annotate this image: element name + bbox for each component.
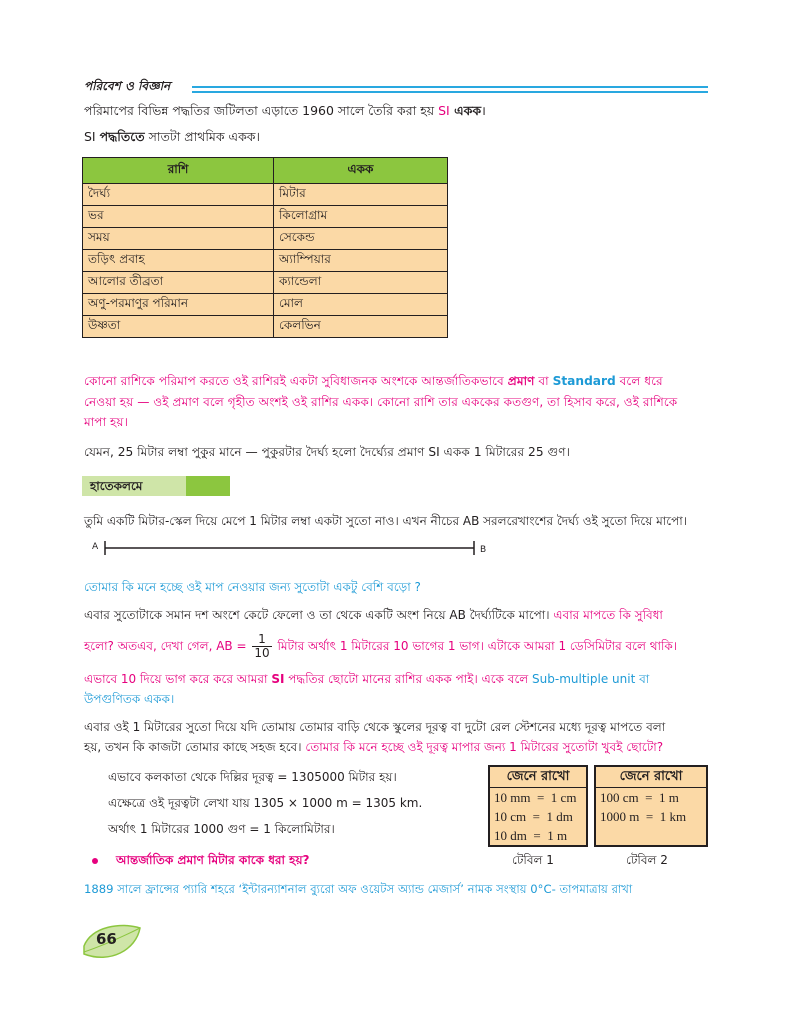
p1-text: এবার সুতোটাকে সমান দশ অংশে কেটে ফেলো ও তা থেকে একটি অংশ নিয়ে AB দৈর্ঘ্যটিকে মাপো। [84, 608, 554, 622]
table-row [83, 206, 448, 228]
p1-ab-eq: অতএব, দেখা গেল, AB = [113, 639, 251, 653]
p2-ba: বা [635, 672, 650, 686]
header-unit: একক [274, 158, 448, 184]
intro-line-1 [84, 102, 486, 120]
know-box-row: 10 cm = 1 dm [494, 809, 573, 824]
calc-line-1: এভাবে কলকাতা থেকে দিল্লির দূরত্ব = 1305000 মিটার হয়। [108, 770, 397, 784]
know-box-row: 1000 m = 1 km [600, 809, 687, 824]
bullet-icon [92, 858, 98, 864]
cell-unit: সেকেন্ড [274, 228, 448, 250]
know-box-1 [488, 765, 588, 847]
table-header-row [83, 158, 448, 184]
header-rule-top [192, 86, 708, 88]
fraction-one-tenth [252, 633, 271, 660]
p2-submultiple: Sub-multiple unit [532, 672, 636, 686]
si-units-table [82, 157, 448, 338]
definition-line-3: মাপা হয়। [84, 415, 128, 429]
ab-line-segment [104, 538, 476, 558]
def-praman: প্রমাণ [507, 374, 535, 388]
point-b-label: B [480, 545, 487, 555]
activity-question-1: তোমার কি মনে হচ্ছে ওই মাপ নেওয়ার জন্য সুতোটা একটু বেশি বড়ো ? [84, 580, 421, 594]
calc-line-3: অর্থাৎ 1 মিটারের 1000 গুণ = 1 কিলোমিটার। [108, 822, 335, 836]
know-box-title: জেনে রাখো [490, 767, 586, 788]
cell-quantity: উষ্ণতা [83, 316, 274, 338]
know-box-2 [594, 765, 708, 847]
page-number: 66 [96, 930, 117, 948]
para2-line-1 [84, 670, 649, 688]
definition-line-1 [84, 372, 663, 390]
p1-meter: মিটার অর্থাৎ 1 মিটারের 10 ভাগের 1 ভাগ। [273, 639, 488, 653]
table-row [83, 316, 448, 338]
know-box-row: 10 dm = 1 m [494, 828, 568, 843]
cell-unit: কেলভিন [274, 316, 448, 338]
def-text-e: বলে ধরে [615, 374, 663, 388]
para2-line-2: উপগুণিতক একক। [84, 692, 175, 706]
table-row [83, 272, 448, 294]
fraction-denominator: 10 [254, 646, 270, 660]
intro-end: । [481, 103, 486, 118]
header-quantity: রাশি [83, 158, 274, 184]
know-box-row: 10 mm = 1 cm [494, 790, 577, 805]
intro2-bold: পদ্ধতিতে [99, 129, 145, 144]
know-box-1-caption: টেবিল 1 [512, 853, 554, 867]
activity-instruction: তুমি একটি মিটার-স্কেল দিয়ে মেপে 1 মিটার লম্বা একটা সুতো নাও। এখন নীচের AB সরলরেখাংশের দৈর্ঘ্য ওই সুতো দিয়ে মাপো। [84, 514, 687, 528]
bottom-line: 1889 সালে ফ্রান্সের প্যারি শহরে ‘ইন্টারন্যাশনাল ব্যুরো অফ ওয়েটস অ্যান্ড মেজার্স’ নামক সংস্থায় 0°C- তাপমাত্রায় রাখা [84, 882, 633, 896]
cell-quantity: সময় [83, 228, 274, 250]
p1-decimeter: এটাকে আমরা 1 ডেসিমিটার বলে থাকি। [487, 639, 678, 653]
header-rule-bottom [192, 91, 708, 93]
intro2-pre: SI [84, 129, 100, 144]
cell-quantity: আলোর তীব্রতা [83, 272, 274, 294]
table-row [83, 184, 448, 206]
table-row [83, 250, 448, 272]
p2-text-c: পদ্ধতির ছোটো মানের রাশির একক পাই। একে বলে [284, 672, 533, 686]
activity-section-label: হাতেকলমে [82, 476, 186, 496]
p3-question: তোমার কি মনে হচ্ছে ওই দূরত্ব মাপার জন্য 1 মিটারের সুতোটা খুবই ছোটো? [305, 740, 664, 754]
p2-si: SI [271, 672, 285, 686]
para3-line-2 [84, 738, 663, 756]
p3-text: হয়, তখন কি কাজটা তোমার কাছে সহজ হবে। [84, 740, 306, 754]
intro-line-2 [84, 128, 260, 146]
fraction-numerator: 1 [252, 633, 271, 647]
point-a-label: A [92, 542, 99, 552]
cell-quantity: অণু-পরমাণুর পরিমান [83, 294, 274, 316]
para1-line-1 [84, 606, 663, 624]
si-term: SI [438, 103, 450, 118]
activity-section-bar [82, 476, 230, 496]
cell-unit: মিটার [274, 184, 448, 206]
table-row [83, 294, 448, 316]
p2-text-a: এভাবে 10 দিয়ে ভাগ করে করে আমরা [84, 672, 272, 686]
intro2-post: সাতটা প্রাথমিক একক। [144, 129, 261, 144]
def-text-a: কোনো রাশিকে পরিমাপ করতে ওই রাশিরই একটা সুবিধাজনক অংশকে আন্তর্জাতিকভাবে [84, 374, 508, 388]
cell-quantity: দৈর্ঘ্য [83, 184, 274, 206]
cell-unit: ক্যান্ডেলা [274, 272, 448, 294]
unit-term: একক [449, 103, 482, 118]
cell-quantity: ভর [83, 206, 274, 228]
table-row [83, 228, 448, 250]
def-text-c: বা [534, 374, 553, 388]
definition-line-2: নেওয়া হয় — ওই প্রমাণ বলে গৃহীত অংশই ওই রাশির একক। কোনো রাশি তার এককের কতগুণ, তা হিসাব করে, ওই রাশিকে [84, 395, 678, 409]
cell-unit: কিলোগ্রাম [274, 206, 448, 228]
know-box-row: 100 cm = 1 m [600, 790, 679, 805]
intro-text: পরিমাপের বিভিন্ন পদ্ধতির জটিলতা এড়াতে 1960 সালে তৈরি করা হয় [84, 103, 439, 118]
know-box-title: জেনে রাখো [596, 767, 706, 788]
cell-unit: মোল [274, 294, 448, 316]
para1-line-2 [84, 632, 677, 660]
question-2: আন্তর্জাতিক প্রমাণ মিটার কাকে ধরা হয়? [116, 853, 310, 867]
running-header: পরিবেশ ও বিজ্ঞান [84, 79, 171, 93]
cell-unit: অ্যাম্পিয়ার [274, 250, 448, 272]
p1-hol: হলো? [84, 639, 114, 653]
cell-quantity: তড়িৎ প্রবাহ [83, 250, 274, 272]
def-standard: Standard [552, 374, 616, 388]
know-box-2-caption: টেবিল 2 [626, 853, 668, 867]
para3-line-1: এবার ওই 1 মিটারের সুতো দিয়ে যদি তোমায় তোমার বাড়ি থেকে স্কুলের দূরত্ব বা দুটো রেল স্টেশনের মধ্যে দূরত্ব মাপতে বলা [84, 720, 666, 734]
p1-question: এবার মাপতে কি সুবিধা [553, 608, 663, 622]
example-line: যেমন, 25 মিটার লম্বা পুকুর মানে — পুকুরটার দৈর্ঘ্য হলো দৈর্ঘ্যের প্রমাণ SI একক 1 মিটারের 25 গুণ। [84, 445, 570, 459]
calc-line-2: এক্ষেত্রে ওই দূরত্বটা লেখা যায় 1305 × 1000 m = 1305 km. [108, 796, 423, 810]
